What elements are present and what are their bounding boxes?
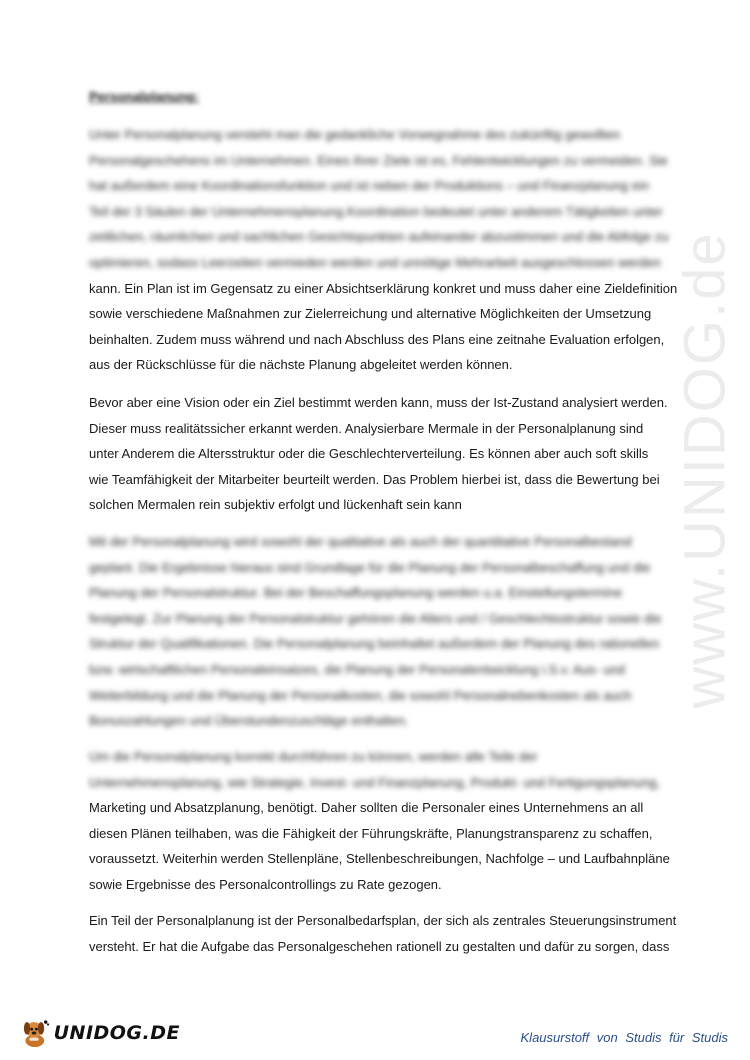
text-line: wie Teamfähigkeit der Mitarbeiter beurteilt werden. Das Problem hierbei ist, dass die Bewertung bei <box>89 471 660 487</box>
text-line: geplant. Die Ergebnisse hieraus sind Grundlage für die Planung der Personalbeschaffung und die <box>89 559 651 575</box>
text-line: Weiterbildung und die Planung der Personalkosten, die sowohl Personalnebenkosten als auch <box>89 687 632 703</box>
text-line: Bevor aber eine Vision oder ein Ziel bestimmt werden kann, muss der Ist-Zustand analysiert werden. <box>89 395 668 410</box>
text-line: bzw. wirtschaftlichen Personaleinsatzes, die Planung der Personalentwicklung i.S.v. Aus- und <box>89 661 625 677</box>
logo-text: UNIDOG.DE <box>53 1022 180 1044</box>
text-line: zeitlichen, räumlichen und sachlichen Gesichtspunkten aufeinander abzustimmen und die Abfolge zu <box>89 229 669 245</box>
text-line: unter Anderem die Altersstruktur oder die Geschlechterverteilung. Es können aber auch soft skills <box>89 446 649 462</box>
dog-mascot-icon <box>20 1013 50 1053</box>
text-line: Planung der Personalstruktur. Bei der Beschaffungsplanung werden u.a. Einstellungstermine <box>89 585 623 601</box>
text-line: diesen Plänen teilhaben, was die Fähigkeit der Führungskräfte, Planungstransparenz zu schaffen, <box>89 825 653 841</box>
text-line: Ein Teil der Personalplanung ist der Personalbedarfsplan, der sich als zentrales Steuerungsinstrument <box>89 913 677 928</box>
text-line: Um die Personalplanung korrekt durchführen zu können, werden alle Teile der <box>89 749 538 764</box>
text-line: Dieser muss realitätssicher erkannt werden. Analysierbare Mermale in der Personalplanung sind <box>89 420 644 436</box>
text-line: versteht. Er hat die Aufgabe das Personalgeschehen rationell zu gestalten und dafür zu sorgen, dass <box>89 938 670 954</box>
text-line: Personalgeschehens im Unternehmen. Eines ihrer Ziele ist es, Fehlentwicklungen zu vermeiden. Sie <box>89 152 668 168</box>
text-line: Teil der 3 Säulen der Unternehmensplanung.Koordination bedeutet unter anderem Tätigkeiten unter <box>89 203 663 219</box>
unidog-logo[interactable] <box>20 1012 180 1054</box>
text-line: Unter Personalplanung versteht man die gedankliche Vorwegnahme des zukünftig gewollten <box>89 127 621 142</box>
text-line: Mit der Personalplanung wird sowohl der qualitative als auch der quantitative Personalbestand <box>89 534 632 549</box>
text-line: kann. Ein Plan ist im Gegensatz zu einer Absichtserklärung konkret und muss daher eine Zieldefinition <box>89 280 678 296</box>
watermark: www.UNIDOG.de <box>672 231 738 709</box>
text-line: Struktur der Qualifikationen. Die Personalplanung beinhaltet außerdem der Planung des rationellen <box>89 636 660 652</box>
document-body <box>89 88 678 954</box>
text-line: aus der Rückschlüsse für die nächste Planung abgeleitet werden können. <box>89 357 513 373</box>
section-heading: Personalplanung: <box>89 89 199 104</box>
text-line: sowie Ergebnisse des Personalcontrollings zu Rate gezogen. <box>89 876 442 892</box>
paragraph-5 <box>89 908 676 959</box>
text-line: solchen Mermalen rein subjektiv erfolgt und lückenhaft sein kann <box>89 497 462 513</box>
footer-tagline: Klausurstoff von Studis für Studis <box>520 1030 728 1045</box>
text-line: optimieren, sodass Leerzeiten vermieden werden und unnötige Mehrarbeit ausgeschlossen werden <box>89 254 661 270</box>
text-line: Unternehmensplanung, wie Strategie, Invest- und Finanzplanung, Produkt- und Fertigungsplanung, <box>89 774 660 790</box>
text-line: festgelegt. Zur Planung der Personalstruktur gehören die Alters und / Geschlechtsstruktur sowie die <box>89 610 662 626</box>
text-line: Bonuszahlungen und Überstundenzuschläge enthalten. <box>89 713 409 729</box>
text-line: Marketing und Absatzplanung, benötigt. Daher sollten die Personaler eines Unternehmens an all <box>89 800 644 816</box>
paragraph-3 <box>89 529 661 734</box>
paragraph-1 <box>89 122 677 378</box>
text-line: voraussetzt. Weiterhin werden Stellenpläne, Stellenbeschreibungen, Nachfolge – und Laufbahnpläne <box>89 851 670 867</box>
paragraph-4 <box>89 744 670 898</box>
text-line: beinhalten. Zudem muss während und nach Abschluss des Plans eine zeitnahe Evaluation erfolgen, <box>89 331 665 347</box>
page-footer <box>0 1008 750 1060</box>
text-line: sowie verschiedene Maßnahmen zur Zielerreichung und alternative Möglichkeiten der Umsetzung <box>89 306 652 322</box>
paragraph-2 <box>89 390 668 518</box>
text-line: hat außerdem eine Koordinationsfunktion und ist neben der Produktions – und Finanzplanung ein <box>89 178 650 194</box>
